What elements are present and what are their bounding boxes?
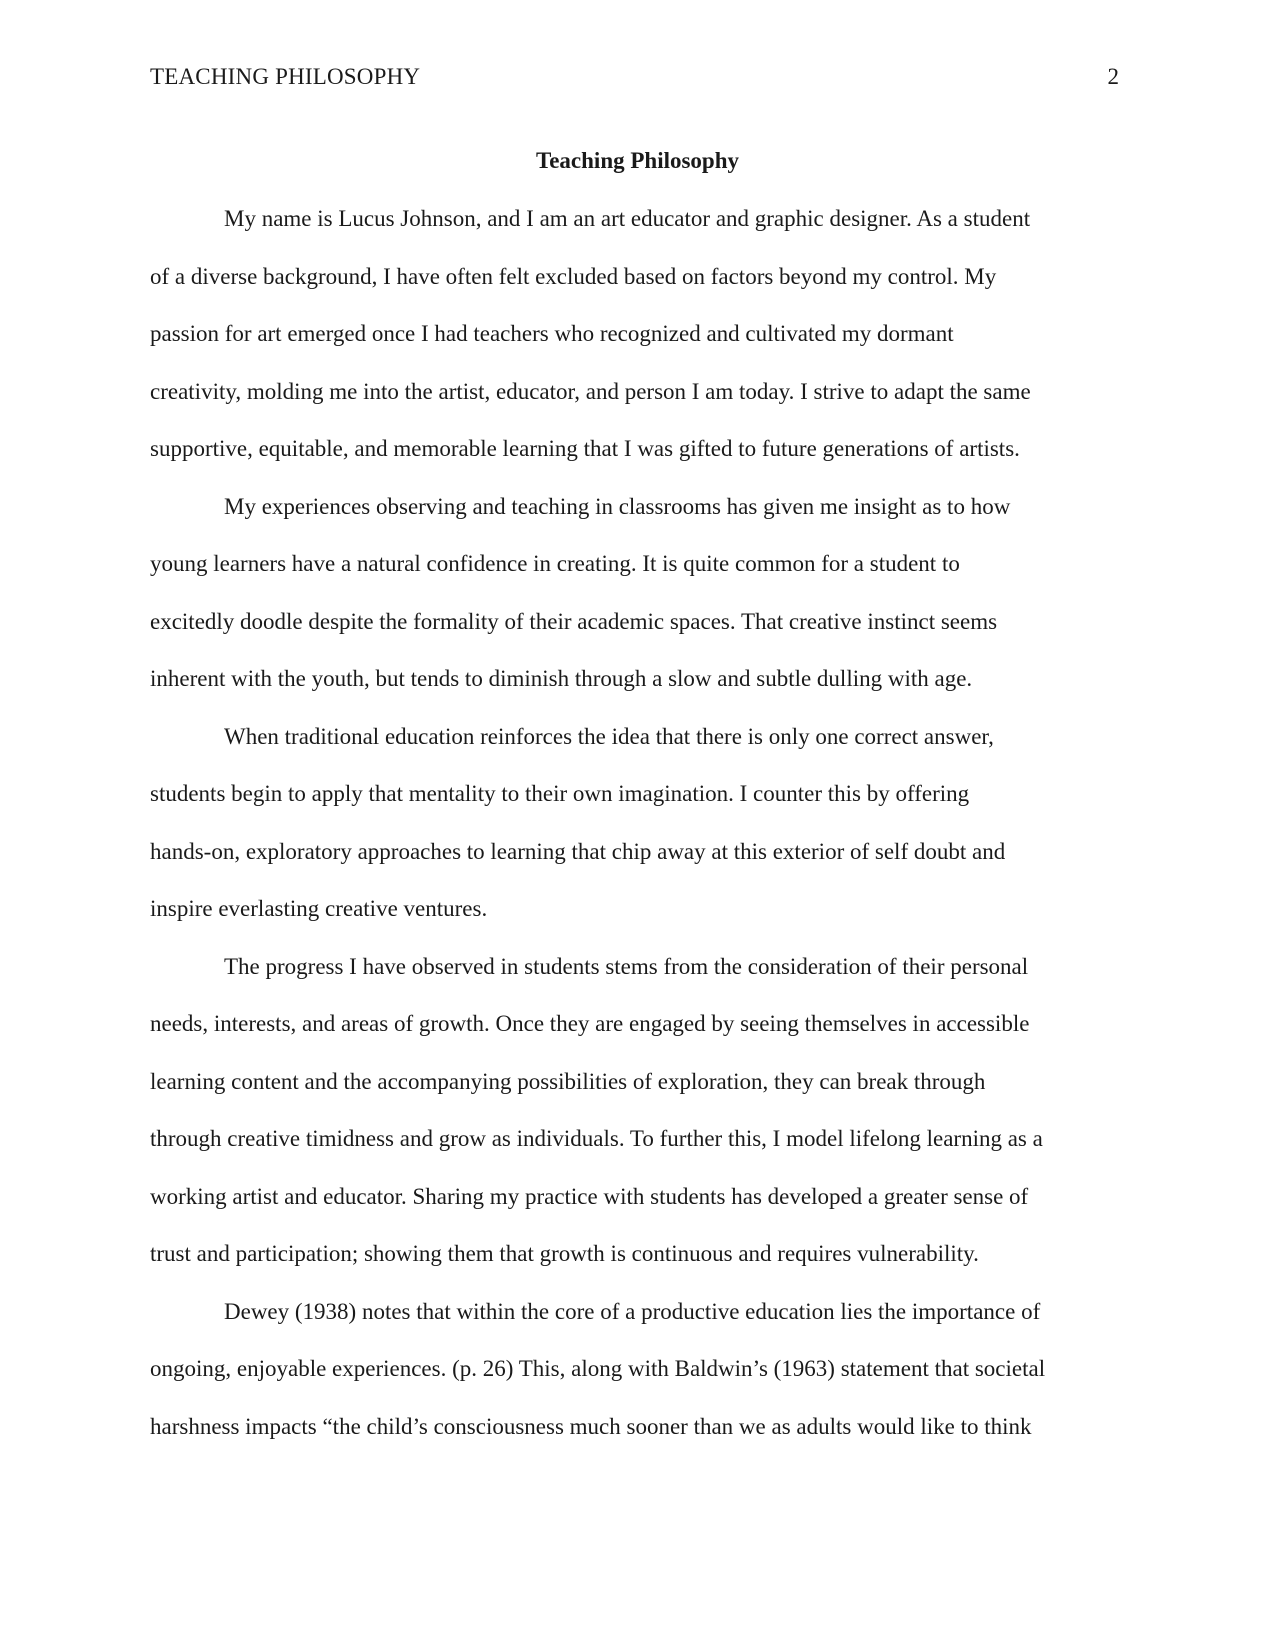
paragraph-1-line: passion for art emerged once I had teachers who recognized and cultivated my dormant [150, 321, 954, 346]
document-body [150, 204, 1130, 1469]
paragraph-1-line: of a diverse background, I have often felt excluded based on factors beyond my control. My [150, 263, 997, 289]
paragraph-1-line: supportive, equitable, and memorable learning that I was gifted to future generations of artists. [150, 436, 1020, 461]
paragraph-3-line: hands-on, exploratory approaches to learning that chip away at this exterior of self doubt and [150, 838, 1006, 864]
paragraph-1-line: creativity, molding me into the artist, educator, and person I am today. I strive to adapt the same [150, 378, 1031, 404]
paragraph-3-line: inspire everlasting creative ventures. [150, 896, 488, 921]
paragraph-3-line: students begin to apply that mentality to their own imagination. I counter this by offering [150, 781, 970, 806]
paragraph-3-line: When traditional education reinforces the idea that there is only one correct answer, [224, 723, 994, 749]
paragraph-2-line: excitedly doodle despite the formality of their academic spaces. That creative instinct seems [150, 608, 998, 634]
paragraph-5-line: harshness impacts “the child’s consciousness much sooner than we as adults would like to think [150, 1413, 1032, 1439]
paragraph-4-line: working artist and educator. Sharing my practice with students has developed a greater sense of [150, 1183, 1029, 1209]
paragraph-4-line: learning content and the accompanying possibilities of exploration, they can break through [150, 1068, 986, 1094]
paragraph-1-line: My name is Lucus Johnson, and I am an art educator and graphic designer. As a student [224, 206, 1031, 231]
page-number: 2 [1107, 64, 1119, 89]
paragraph-4-line: trust and participation; showing them that growth is continuous and requires vulnerability. [150, 1241, 979, 1266]
paragraph-2-line: young learners have a natural confidence in creating. It is quite common for a student to [150, 551, 960, 576]
document-title: Teaching Philosophy [535, 148, 740, 173]
running-head: TEACHING PHILOSOPHY [150, 64, 421, 89]
paragraph-4-line: needs, interests, and areas of growth. Once they are engaged by seeing themselves in accessible [150, 1011, 1030, 1036]
paragraph-2-line: inherent with the youth, but tends to diminish through a slow and subtle dulling with age. [150, 666, 973, 691]
paragraph-5-line: Dewey (1938) notes that within the core of a productive education lies the importance of [224, 1298, 1041, 1324]
paragraph-5-line: ongoing, enjoyable experiences. (p. 26) This, along with Baldwin’s (1963) statement that societal [150, 1356, 1046, 1381]
paragraph-4-line: through creative timidness and grow as individuals. To further this, I model lifelong learning as a [150, 1126, 1043, 1151]
paragraph-4-line: The progress I have observed in students stems from the consideration of their personal [224, 953, 1029, 979]
paragraph-2-line: My experiences observing and teaching in classrooms has given me insight as to how [224, 493, 1011, 519]
